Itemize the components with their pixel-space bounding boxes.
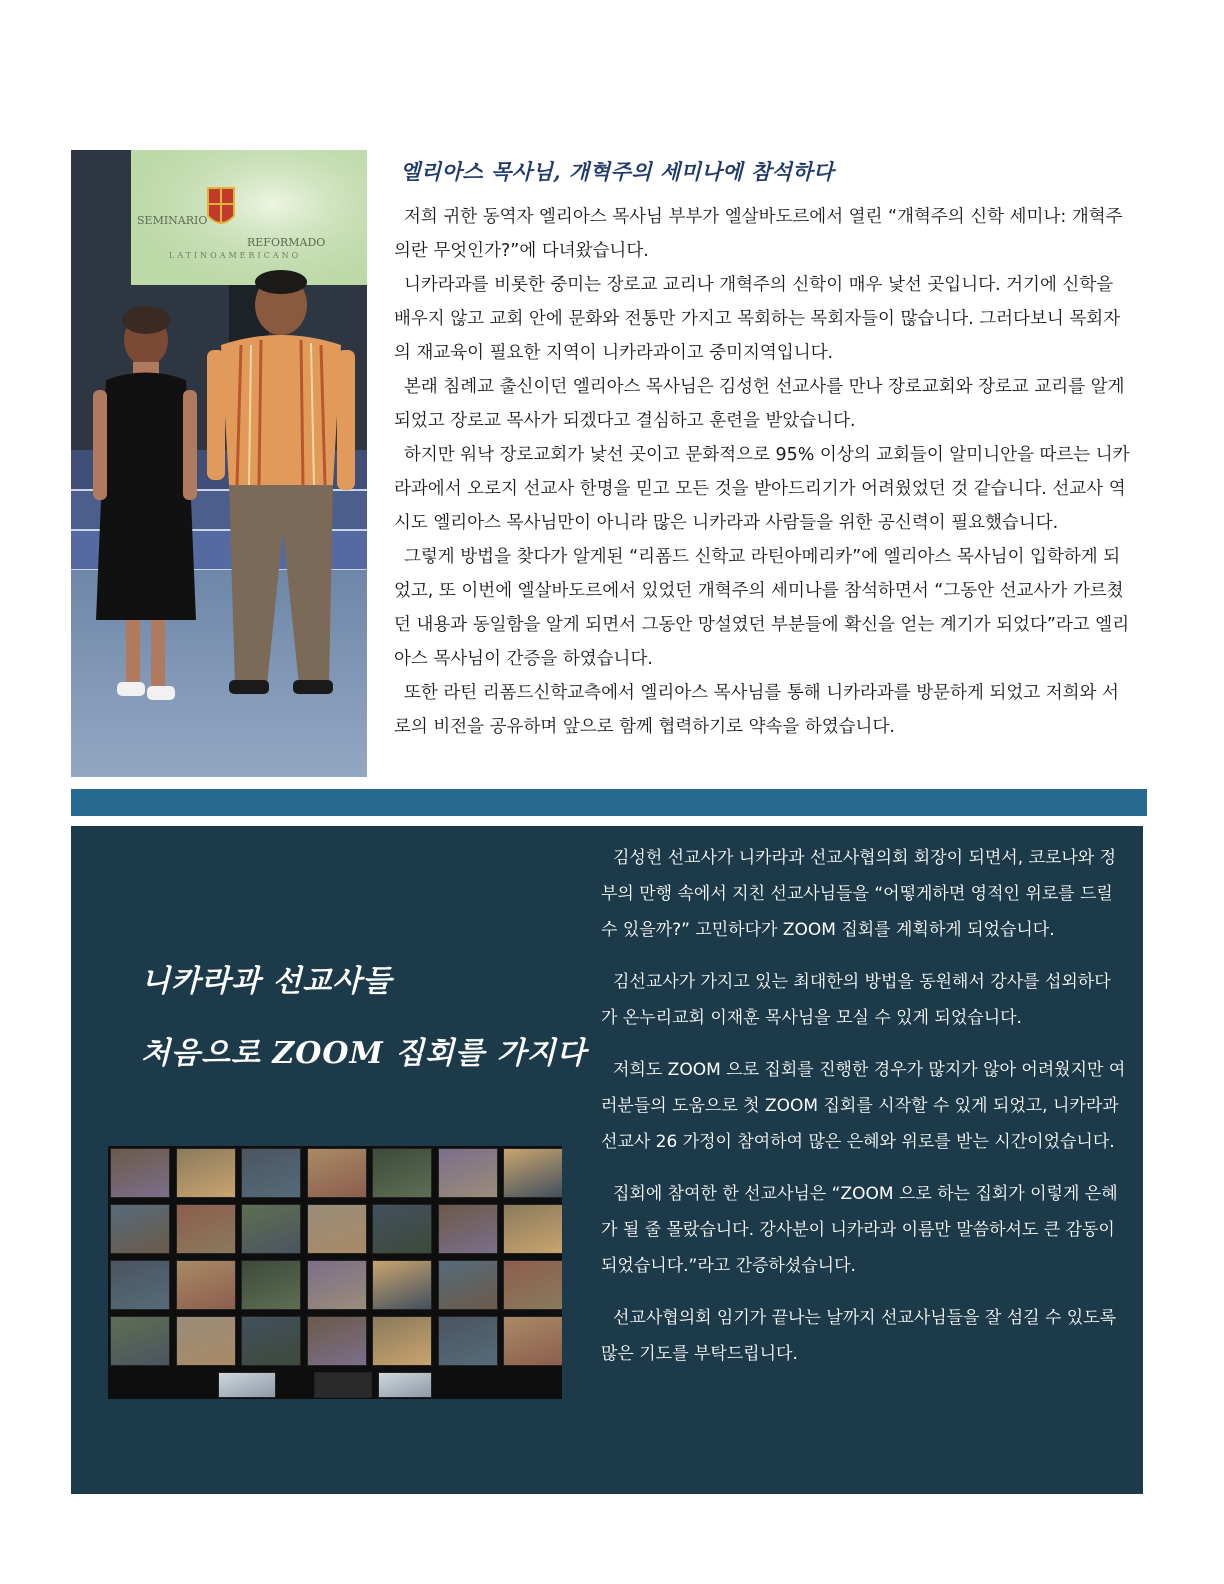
top-paragraph: 저희 귀한 동역자 엘리아스 목사님 부부가 엘살바도르에서 열린 “개혁주의 신학 세미나: 개혁주의란 무엇인가?”에 다녀왔습니다. xyxy=(394,207,1123,261)
zoom-video-tile xyxy=(372,1204,432,1254)
zoom-video-tile xyxy=(438,1204,498,1254)
zoom-section-title xyxy=(141,946,587,1090)
zoom-video-tile xyxy=(110,1148,170,1198)
couple-photo xyxy=(71,150,367,777)
zoom-video-tile xyxy=(176,1148,236,1198)
zoom-video-tile xyxy=(241,1204,301,1254)
top-paragraph: 또한 라틴 리폼드신학교측에서 엘리아스 목사님를 통해 니카라과를 방문하게 되었고 저희와 서로의 비전을 공유하며 앞으로 함께 협력하기로 약속을 하였습니다. xyxy=(394,683,1119,737)
zoom-video-tile xyxy=(176,1260,236,1310)
bottom-paragraph: 선교사협의회 임기가 끝나는 날까지 선교사님들을 잘 섬길 수 있도록 많은 기도를 부탁드립니다. xyxy=(601,1308,1117,1364)
zoom-video-tile xyxy=(241,1316,301,1366)
zoom-video-tile xyxy=(503,1260,562,1310)
top-headline: 엘리아스 목사님, 개혁주의 세미나에 참석하다 xyxy=(400,159,834,184)
zoom-video-tile xyxy=(438,1148,498,1198)
top-paragraph: 니카라과를 비롯한 중미는 장로교 교리나 개혁주의 신학이 매우 낯선 곳입니다. 거기에 신학을 배우지 않고 교회 안에 문화와 전통만 가지고 목회하는 목회자들이 많습니다. 그러다보니 목회자의 재교육이 필요한 지역이 니카라과이고 중미지역입니다. xyxy=(394,275,1121,363)
zoom-section xyxy=(71,826,1143,1494)
zoom-video-tile xyxy=(110,1204,170,1254)
zoom-video-tile xyxy=(110,1260,170,1310)
zoom-video-tile xyxy=(218,1372,276,1398)
zoom-video-tile xyxy=(307,1260,367,1310)
zoom-title-line1: 니카라과 선교사들 xyxy=(141,964,393,999)
zoom-video-tile xyxy=(176,1316,236,1366)
bottom-paragraph: 김선교사가 가지고 있는 최대한의 방법을 동원해서 강사를 섭외하다가 온누리교회 이재훈 목사님을 모실 수 있게 되었습니다. xyxy=(601,972,1111,1028)
zoom-video-tile xyxy=(372,1148,432,1198)
zoom-title-line2: 처음으로 ZOOM 집회를 가지다 xyxy=(141,1036,587,1071)
bottom-article xyxy=(601,840,1126,1388)
zoom-video-tile xyxy=(503,1316,562,1366)
bottom-paragraph: 저희도 ZOOM 으로 집회를 진행한 경우가 많지가 않아 어려웠지만 여러분들의 도움으로 첫 ZOOM 집회를 시작할 수 있게 되었고, 니카라과 선교사 26 가정이 참여하여 많은 은혜와 위로를 받는 시간이었습니다. xyxy=(601,1060,1126,1152)
top-paragraph: 본래 침례교 출신이던 엘리아스 목사님은 김성헌 선교사를 만나 장로교회와 장로교 교리를 알게 되었고 장로교 목사가 되겠다고 결심하고 훈련을 받았습니다. xyxy=(394,377,1125,431)
zoom-video-tile xyxy=(372,1260,432,1310)
zoom-video-tile xyxy=(241,1148,301,1198)
zoom-video-tile xyxy=(438,1260,498,1310)
zoom-video-tile xyxy=(503,1204,562,1254)
zoom-video-tile xyxy=(176,1204,236,1254)
bottom-paragraph: 김성헌 선교사가 니카라과 선교사협의회 회장이 되면서, 코로나와 정부의 만행 속에서 지친 선교사님들을 “어떻게하면 영적인 위로를 드릴 수 있을까?” 고민하다가 ZOOM 집회를 계획하게 되었습니다. xyxy=(601,848,1117,940)
zoom-video-tile xyxy=(372,1316,432,1366)
zoom-video-tile xyxy=(503,1148,562,1198)
zoom-video-tile xyxy=(307,1148,367,1198)
section-divider xyxy=(71,789,1147,816)
zoom-video-tile xyxy=(314,1372,372,1398)
zoom-video-tile xyxy=(378,1372,432,1398)
top-article xyxy=(394,150,1134,744)
zoom-meeting-screenshot xyxy=(108,1146,562,1399)
zoom-video-tile xyxy=(307,1316,367,1366)
zoom-video-tile xyxy=(241,1260,301,1310)
top-paragraph: 그렇게 방법을 찾다가 알게된 “리폼드 신학교 라틴아메리카”에 엘리아스 목사님이 입학하게 되었고, 또 이번에 엘살바도르에서 있었던 개혁주의 세미나를 참석하면서 “그동안 선교사가 가르쳤던 내용과 동일함을 알게 되면서 그동안 망설였던 부분들에 확신을 얻는 계기가 되었다”라고 엘리아스 목사님이 간증을 하였습니다. xyxy=(394,547,1130,669)
top-paragraph: 하지만 워낙 장로교회가 낯선 곳이고 문화적으로 95% 이상의 교회들이 알미니안을 따르는 니카라과에서 오로지 선교사 한명을 믿고 모든 것을 받아드리기가 어려웠었던 것 같습니다. 선교사 역시도 엘리아스 목사님만이 아니라 많은 니카라과 사람들을 위한 공신력이 필요했습니다. xyxy=(394,445,1130,533)
zoom-video-tile xyxy=(307,1204,367,1254)
sign-text-bottom: LATINOAMERICANO xyxy=(169,251,302,260)
zoom-video-tile xyxy=(110,1316,170,1366)
zoom-video-tile xyxy=(438,1316,498,1366)
sign-text-right: REFORMADO xyxy=(247,236,326,249)
sign-text-left: SEMINARIO xyxy=(137,214,208,227)
bottom-paragraph: 집회에 참여한 한 선교사님은 “ZOOM 으로 하는 집회가 이렇게 은혜가 될 줄 몰랐습니다. 강사분이 니카라과 이름만 말씀하셔도 큰 감동이 되었습니다.”라고 간증하셨습니다. xyxy=(601,1184,1118,1276)
top-article-body xyxy=(394,200,1134,744)
